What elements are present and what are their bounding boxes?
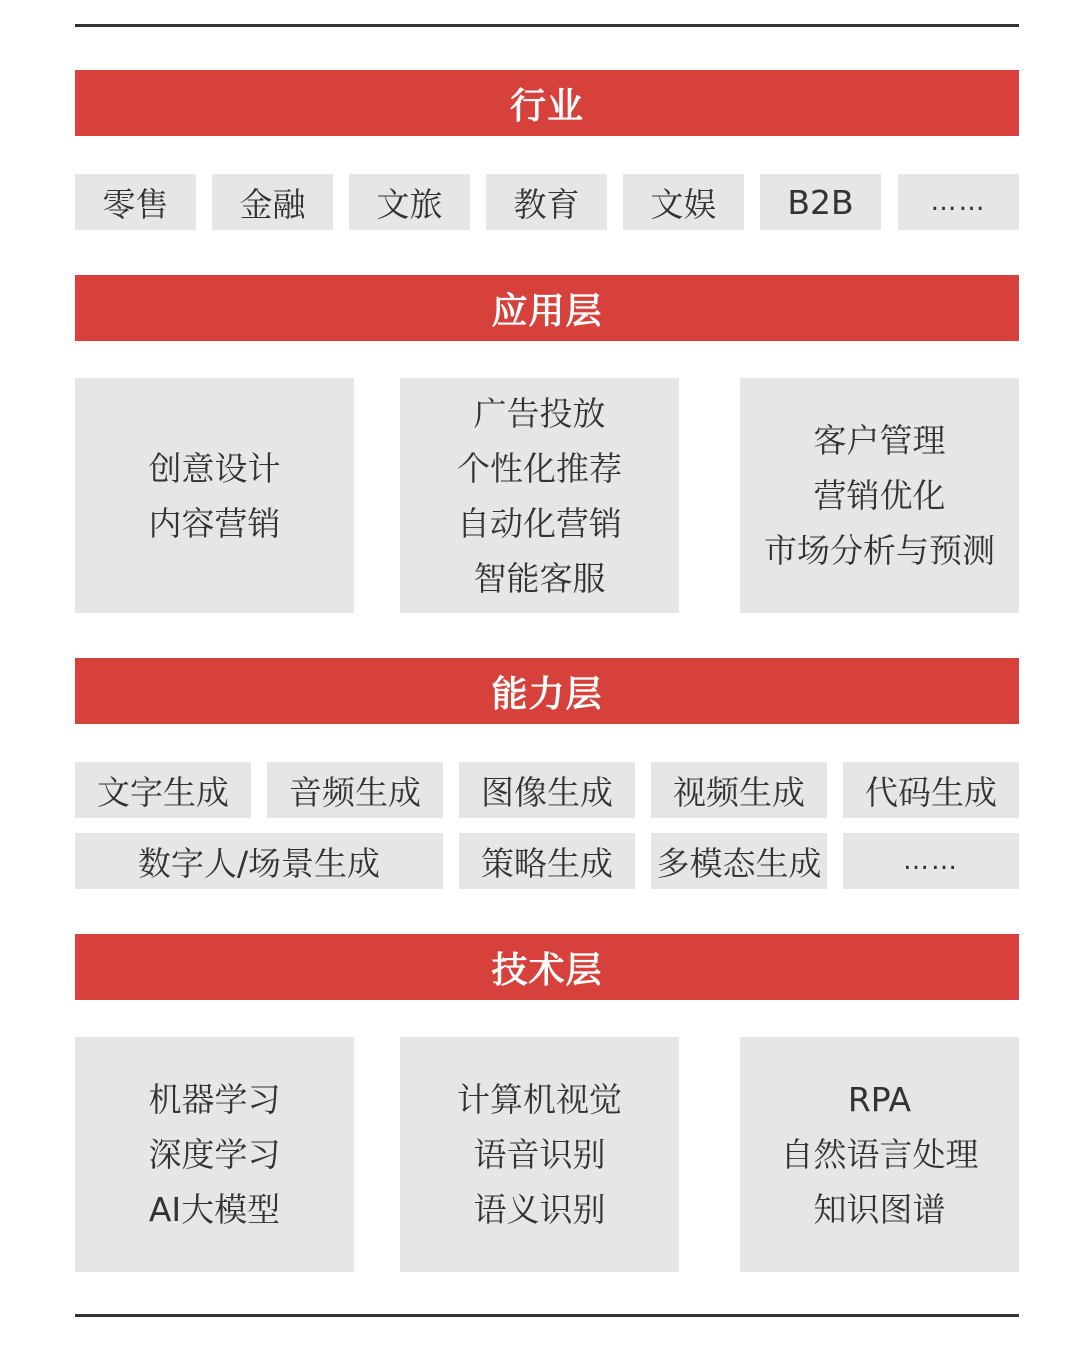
technology-block-line: 知识图谱 bbox=[813, 1190, 946, 1229]
technology-block-line: 自然语言处理 bbox=[780, 1135, 979, 1174]
capability-item: 代码生成 bbox=[843, 762, 1019, 818]
application-block-line: 自动化营销 bbox=[457, 503, 622, 543]
industry-item: B2B bbox=[760, 174, 881, 230]
technology-block-line: 机器学习 bbox=[148, 1080, 281, 1119]
capability-item: 视频生成 bbox=[651, 762, 827, 818]
industry-item: 零售 bbox=[75, 174, 196, 230]
technology-block-line: RPA bbox=[847, 1080, 912, 1119]
industry-item: 金融 bbox=[212, 174, 333, 230]
technology-block-line: 语音识别 bbox=[473, 1135, 606, 1174]
industry-item: 教育 bbox=[486, 174, 607, 230]
industry-band: 行业 bbox=[75, 70, 1019, 136]
capability-item-more: …… bbox=[843, 833, 1019, 889]
application-block-line: 个性化推荐 bbox=[457, 448, 622, 488]
technology-block-line: AI大模型 bbox=[148, 1190, 281, 1229]
technology-block-line: 计算机视觉 bbox=[457, 1080, 622, 1119]
capability-item: 策略生成 bbox=[459, 833, 635, 889]
capability-item: 音频生成 bbox=[267, 762, 443, 818]
application-block bbox=[400, 378, 679, 613]
application-block-line: 内容营销 bbox=[148, 503, 281, 543]
bottom-rule bbox=[75, 1314, 1019, 1317]
application-block-line: 营销优化 bbox=[813, 476, 946, 515]
application-band: 应用层 bbox=[75, 275, 1019, 341]
application-block-line: 创意设计 bbox=[148, 448, 281, 488]
capability-item: 文字生成 bbox=[75, 762, 251, 818]
capability-item: 多模态生成 bbox=[651, 833, 827, 889]
technology-block-line: 语义识别 bbox=[473, 1190, 606, 1229]
industry-item: 文娱 bbox=[623, 174, 744, 230]
application-block bbox=[740, 378, 1019, 613]
capability-band: 能力层 bbox=[75, 658, 1019, 724]
technology-block bbox=[400, 1037, 679, 1272]
capability-item: 数字人/场景生成 bbox=[75, 833, 443, 889]
industry-item-more: …… bbox=[898, 174, 1019, 230]
technology-block bbox=[740, 1037, 1019, 1272]
application-block-line: 广告投放 bbox=[473, 393, 606, 433]
technology-block bbox=[75, 1037, 354, 1272]
technology-block-line: 深度学习 bbox=[148, 1135, 281, 1174]
industry-item: 文旅 bbox=[349, 174, 470, 230]
top-rule bbox=[75, 24, 1019, 27]
application-block-line: 客户管理 bbox=[813, 421, 946, 460]
application-block-line: 市场分析与预测 bbox=[764, 531, 995, 570]
application-block-line: 智能客服 bbox=[473, 558, 606, 598]
capability-item: 图像生成 bbox=[459, 762, 635, 818]
application-block bbox=[75, 378, 354, 613]
technology-band: 技术层 bbox=[75, 934, 1019, 1000]
